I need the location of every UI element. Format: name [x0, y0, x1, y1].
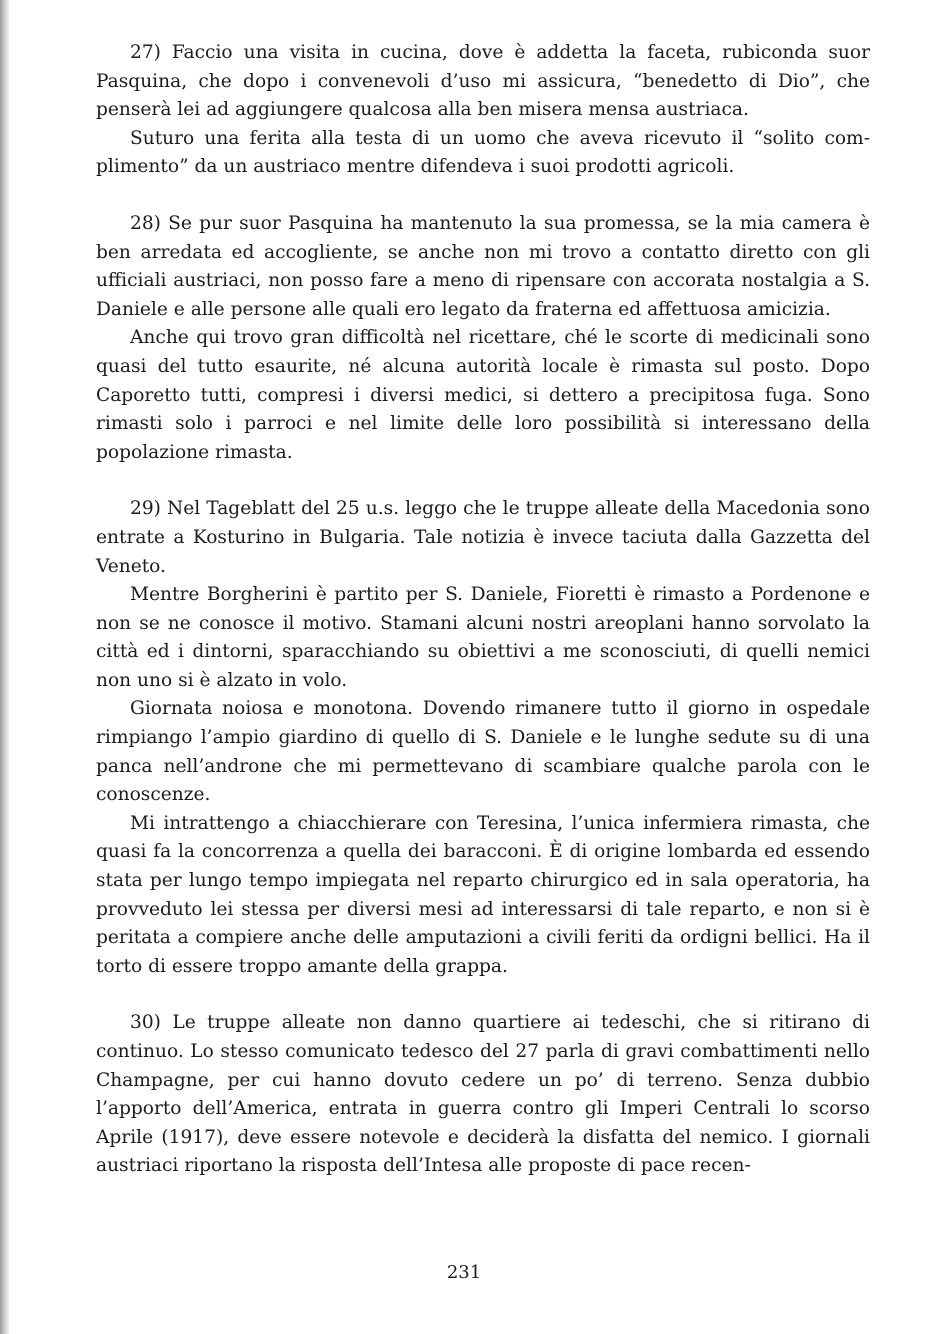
entry-27-paragraph-1: 27) Faccio una visita in cucina, dove è addetta la faceta, rubiconda suor Pasquina, che dopo i convenevoli d’uso mi assicura, “benedetto di Dio”, che penserà lei ad aggiungere qualcosa alla ben misera mensa austriaca. — [96, 42, 870, 121]
entry-29-paragraph-4: Mi intrattengo a chiacchierare con Teresina, l’unica infermiera rimasta, che quasi fa la concorrenza a quella dei baracconi. È di origine lombarda ed essendo stata per lungo tempo impiegata nel reparto chirurgico ed in sala operatoria, ha provveduto lei stessa per diversi mesi ad interessarsi di tale reparto, e non si è peritata a compiere anche delle amputazioni a civili feriti da ordigni bellici. Ha il torto di essere troppo amante della grappa. — [96, 812, 870, 977]
entry-28-paragraph-1: 28) Se pur suor Pasquina ha mantenuto la sua promessa, se la mia camera è ben arredata ed accogliente, se anche non mi trovo a contatto diretto con gli ufficiali austriaci, non posso fare a meno di ripensare con accorata nostalgia a S. Daniele e alle persone alle quali ero legato da fraterna ed affettuosa amicizia. — [96, 212, 870, 320]
page-body-text — [96, 39, 870, 1181]
entry-29-paragraph-3: Giornata noiosa e monotona. Dovendo rimanere tutto il giorno in ospedale rimpiango l’ampio giardino di quello di S. Daniele e le lunghe sedute su di una panca nell’androne che mi permettevano di scambiare qualche parola con le conoscenze. — [96, 698, 870, 806]
entry-29-paragraph-2: Mentre Borgherini è partito per S. Daniele, Fioretti è rimasto a Pordenone e non se ne conosce il motivo. Stamani alcuni nostri areoplani hanno sorvolato la città ed i dintorni, sparacchiando su obiettivi a me sconosciuti, di quelli nemici non uno si è alzato in volo. — [96, 584, 870, 691]
page-binding-edge — [0, 0, 9, 1334]
page-number: 231 — [446, 1262, 482, 1283]
entry-29-paragraph-1: 29) Nel Tageblatt del 25 u.s. leggo che le truppe alleate della Macedonia sono entrate a Kosturino in Bulgaria. Tale notizia è invece taciuta dalla Gazzetta del Veneto. — [96, 498, 870, 577]
entry-30-paragraph-1: 30) Le truppe alleate non danno quartiere ai tedeschi, che si ritirano di continuo. Lo stesso comunicato tedesco del 27 parla di gravi combattimenti nello Champagne, per cui hanno dovuto cedere un po’ di terreno. Senza dubbio l’apporto dell’America, entrata in guerra contro gli Imperi Centrali lo scorso Aprile (1917), deve essere notevole e deciderà la disfatta del nemico. I giornali austriaci riportano la risposta dell’Intesa alle proposte di pace recen- — [96, 1012, 870, 1177]
entry-28-paragraph-2: Anche qui trovo gran difficoltà nel ricettare, ché le scorte di medicinali sono quasi del tutto esaurite, né alcuna autorità locale è rimasta sul posto. Dopo Caporetto tutti, compresi i diversi medici, si dettero a precipitosa fuga. Sono rimasti solo i parroci e nel limite delle loro possibilità si interessano della popolazione rimasta. — [96, 327, 870, 463]
entry-27-paragraph-2: Suturo una ferita alla testa di un uomo che aveva ricevuto il “solito complimento” da un austriaco mentre difendeva i suoi prodotti agricoli. — [96, 127, 870, 178]
